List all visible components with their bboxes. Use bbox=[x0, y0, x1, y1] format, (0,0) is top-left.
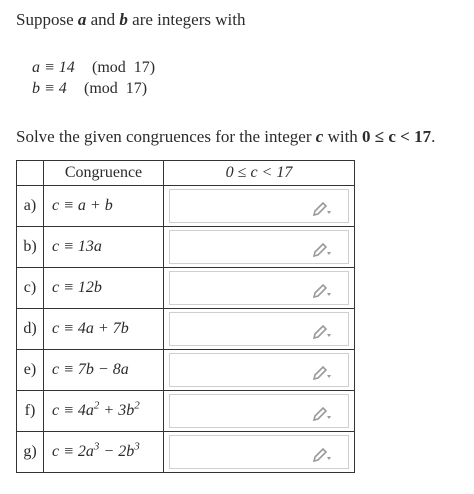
row-letter: g) bbox=[17, 432, 44, 473]
answer-input[interactable] bbox=[169, 394, 349, 428]
pencil-edit-icon[interactable] bbox=[312, 200, 332, 216]
answer-cell bbox=[164, 309, 355, 350]
intro-suffix: are integers with bbox=[127, 10, 246, 29]
header-range: 0 ≤ c < 17 bbox=[164, 161, 355, 186]
row-letter: a) bbox=[17, 186, 44, 227]
row-letter: f) bbox=[17, 391, 44, 432]
intro-middle: and bbox=[86, 10, 120, 29]
instruction-prefix: Solve the given congruences for the integer bbox=[16, 127, 316, 146]
expr-exponent: 2 bbox=[134, 399, 140, 412]
answer-input[interactable] bbox=[169, 353, 349, 387]
table-row bbox=[17, 432, 355, 473]
row-letter: b) bbox=[17, 227, 44, 268]
row-letter: e) bbox=[17, 350, 44, 391]
expr-part: − 2b bbox=[99, 443, 135, 460]
instruction-suffix: . bbox=[431, 127, 436, 146]
answer-cell bbox=[164, 391, 355, 432]
expr-part: + 3b bbox=[99, 402, 135, 419]
row-expression: c ≡ a + b bbox=[44, 186, 164, 227]
given-mod-a: (mod 17) bbox=[92, 59, 156, 76]
answer-input[interactable] bbox=[169, 271, 349, 305]
instruction-range: 0 ≤ c < 17 bbox=[362, 127, 432, 146]
answer-cell bbox=[164, 432, 355, 473]
answer-input[interactable] bbox=[169, 189, 349, 223]
answer-cell bbox=[164, 350, 355, 391]
instruction-var-c: c bbox=[315, 127, 324, 146]
expr-part: c ≡ 2a bbox=[52, 443, 94, 460]
answer-input[interactable] bbox=[169, 435, 349, 469]
answer-input[interactable] bbox=[169, 230, 349, 264]
pencil-edit-icon[interactable] bbox=[312, 241, 332, 257]
pencil-edit-icon[interactable] bbox=[312, 405, 332, 421]
answer-input[interactable] bbox=[169, 312, 349, 346]
instruction-middle: with bbox=[323, 127, 363, 146]
pencil-edit-icon[interactable] bbox=[312, 446, 332, 462]
row-expression: c ≡ 12b bbox=[44, 268, 164, 309]
header-letter bbox=[17, 161, 44, 186]
problem-intro bbox=[16, 10, 245, 30]
expr-exponent: 2 bbox=[93, 399, 100, 412]
given-row-a bbox=[32, 57, 155, 78]
table-row bbox=[17, 186, 355, 227]
row-expression: c ≡ 4a + 7b bbox=[44, 309, 164, 350]
given-row-b bbox=[32, 78, 155, 99]
intro-var-a: a bbox=[77, 10, 87, 29]
given-congruences bbox=[32, 57, 155, 99]
instruction-text bbox=[16, 127, 435, 147]
table-header-row bbox=[17, 161, 355, 186]
expr-part: c ≡ 4a bbox=[52, 402, 94, 419]
expr-exponent: 3 bbox=[93, 440, 100, 453]
congruence-table bbox=[16, 160, 355, 473]
header-congruence: Congruence bbox=[44, 161, 164, 186]
pencil-edit-icon[interactable] bbox=[312, 364, 332, 380]
expr-exponent: 3 bbox=[134, 440, 140, 453]
table-row bbox=[17, 227, 355, 268]
given-lhs-b: b ≡ 4 bbox=[32, 80, 67, 97]
table-row bbox=[17, 350, 355, 391]
table-row bbox=[17, 391, 355, 432]
pencil-edit-icon[interactable] bbox=[312, 282, 332, 298]
row-expression bbox=[44, 391, 164, 432]
row-letter: d) bbox=[17, 309, 44, 350]
row-expression: c ≡ 13a bbox=[44, 227, 164, 268]
intro-prefix: Suppose bbox=[16, 10, 78, 29]
table-row bbox=[17, 268, 355, 309]
pencil-edit-icon[interactable] bbox=[312, 323, 332, 339]
row-letter: c) bbox=[17, 268, 44, 309]
table-row bbox=[17, 309, 355, 350]
given-lhs-a: a ≡ 14 bbox=[32, 59, 75, 76]
answer-cell bbox=[164, 186, 355, 227]
intro-var-b: b bbox=[119, 10, 128, 29]
row-expression: c ≡ 7b − 8a bbox=[44, 350, 164, 391]
answer-cell bbox=[164, 227, 355, 268]
given-mod-b: (mod 17) bbox=[84, 80, 148, 97]
answer-cell bbox=[164, 268, 355, 309]
row-expression bbox=[44, 432, 164, 473]
